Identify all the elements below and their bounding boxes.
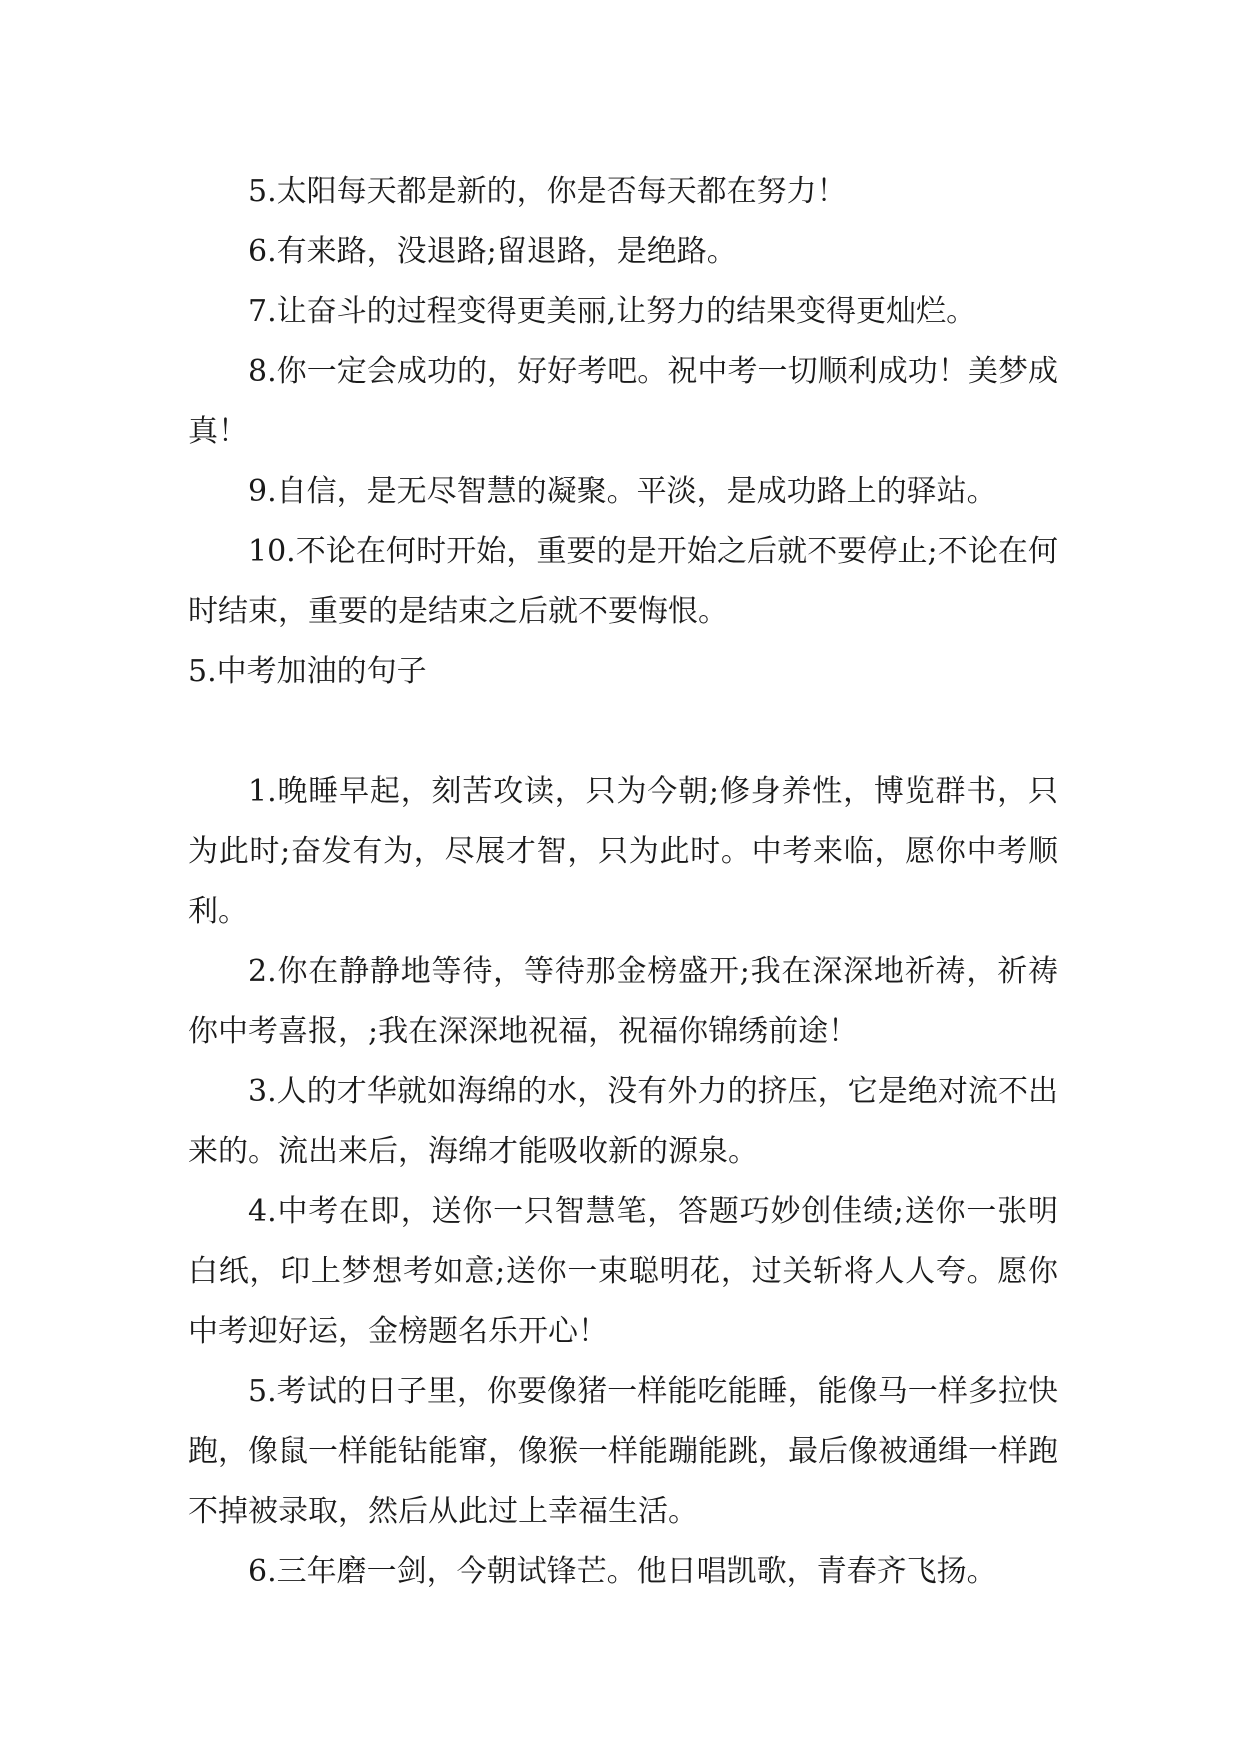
paragraph: 3.人的才华就如海绵的水，没有外力的挤压，它是绝对流不出来的。流出来后，海绵才能吸收新的源泉。 bbox=[188, 1074, 1058, 1169]
paragraph: 8.你一定会成功的，好好考吧。祝中考一切顺利成功！美梦成真！ bbox=[188, 354, 1058, 449]
paragraph: 6.有来路，没退路;留退路，是绝路。 bbox=[248, 234, 737, 269]
paragraph: 7.让奋斗的过程变得更美丽,让努力的结果变得更灿烂。 bbox=[248, 294, 977, 329]
paragraph: 5.考试的日子里，你要像猪一样能吃能睡，能像马一样多拉快跑，像鼠一样能钻能窜，像猴一样能蹦能跳，最后像被通缉一样跑不掉被录取，然后从此过上幸福生活。 bbox=[188, 1374, 1058, 1529]
paragraph: 9.自信，是无尽智慧的凝聚。平淡，是成功路上的驿站。 bbox=[248, 474, 997, 509]
paragraph: 1.晚睡早起，刻苦攻读，只为今朝;修身养性，博览群书，只为此时;奋发有为，尽展才智，只为此时。中考来临，愿你中考顺利。 bbox=[188, 774, 1058, 929]
paragraph: 2.你在静静地等待，等待那金榜盛开;我在深深地祈祷，祈祷你中考喜报，;我在深深地祝福，祝福你锦绣前途！ bbox=[188, 954, 1058, 1049]
paragraph: 4.中考在即，送你一只智慧笔，答题巧妙创佳绩;送你一张明白纸，印上梦想考如意;送你一束聪明花，过关斩将人人夸。愿你中考迎好运，金榜题名乐开心！ bbox=[188, 1194, 1058, 1349]
paragraph: 10.不论在何时开始，重要的是开始之后就不要停止;不论在何时结束，重要的是结束之后就不要悔恨。 bbox=[188, 534, 1058, 629]
paragraph: 5.太阳每天都是新的，你是否每天都在努力！ bbox=[248, 174, 847, 209]
spacer bbox=[188, 702, 1058, 762]
section-heading: 5.中考加油的句子 bbox=[188, 654, 427, 689]
paragraph: 6.三年磨一剑，今朝试锋芒。他日唱凯歌，青春齐飞扬。 bbox=[248, 1554, 997, 1589]
document-body bbox=[188, 162, 1058, 1602]
